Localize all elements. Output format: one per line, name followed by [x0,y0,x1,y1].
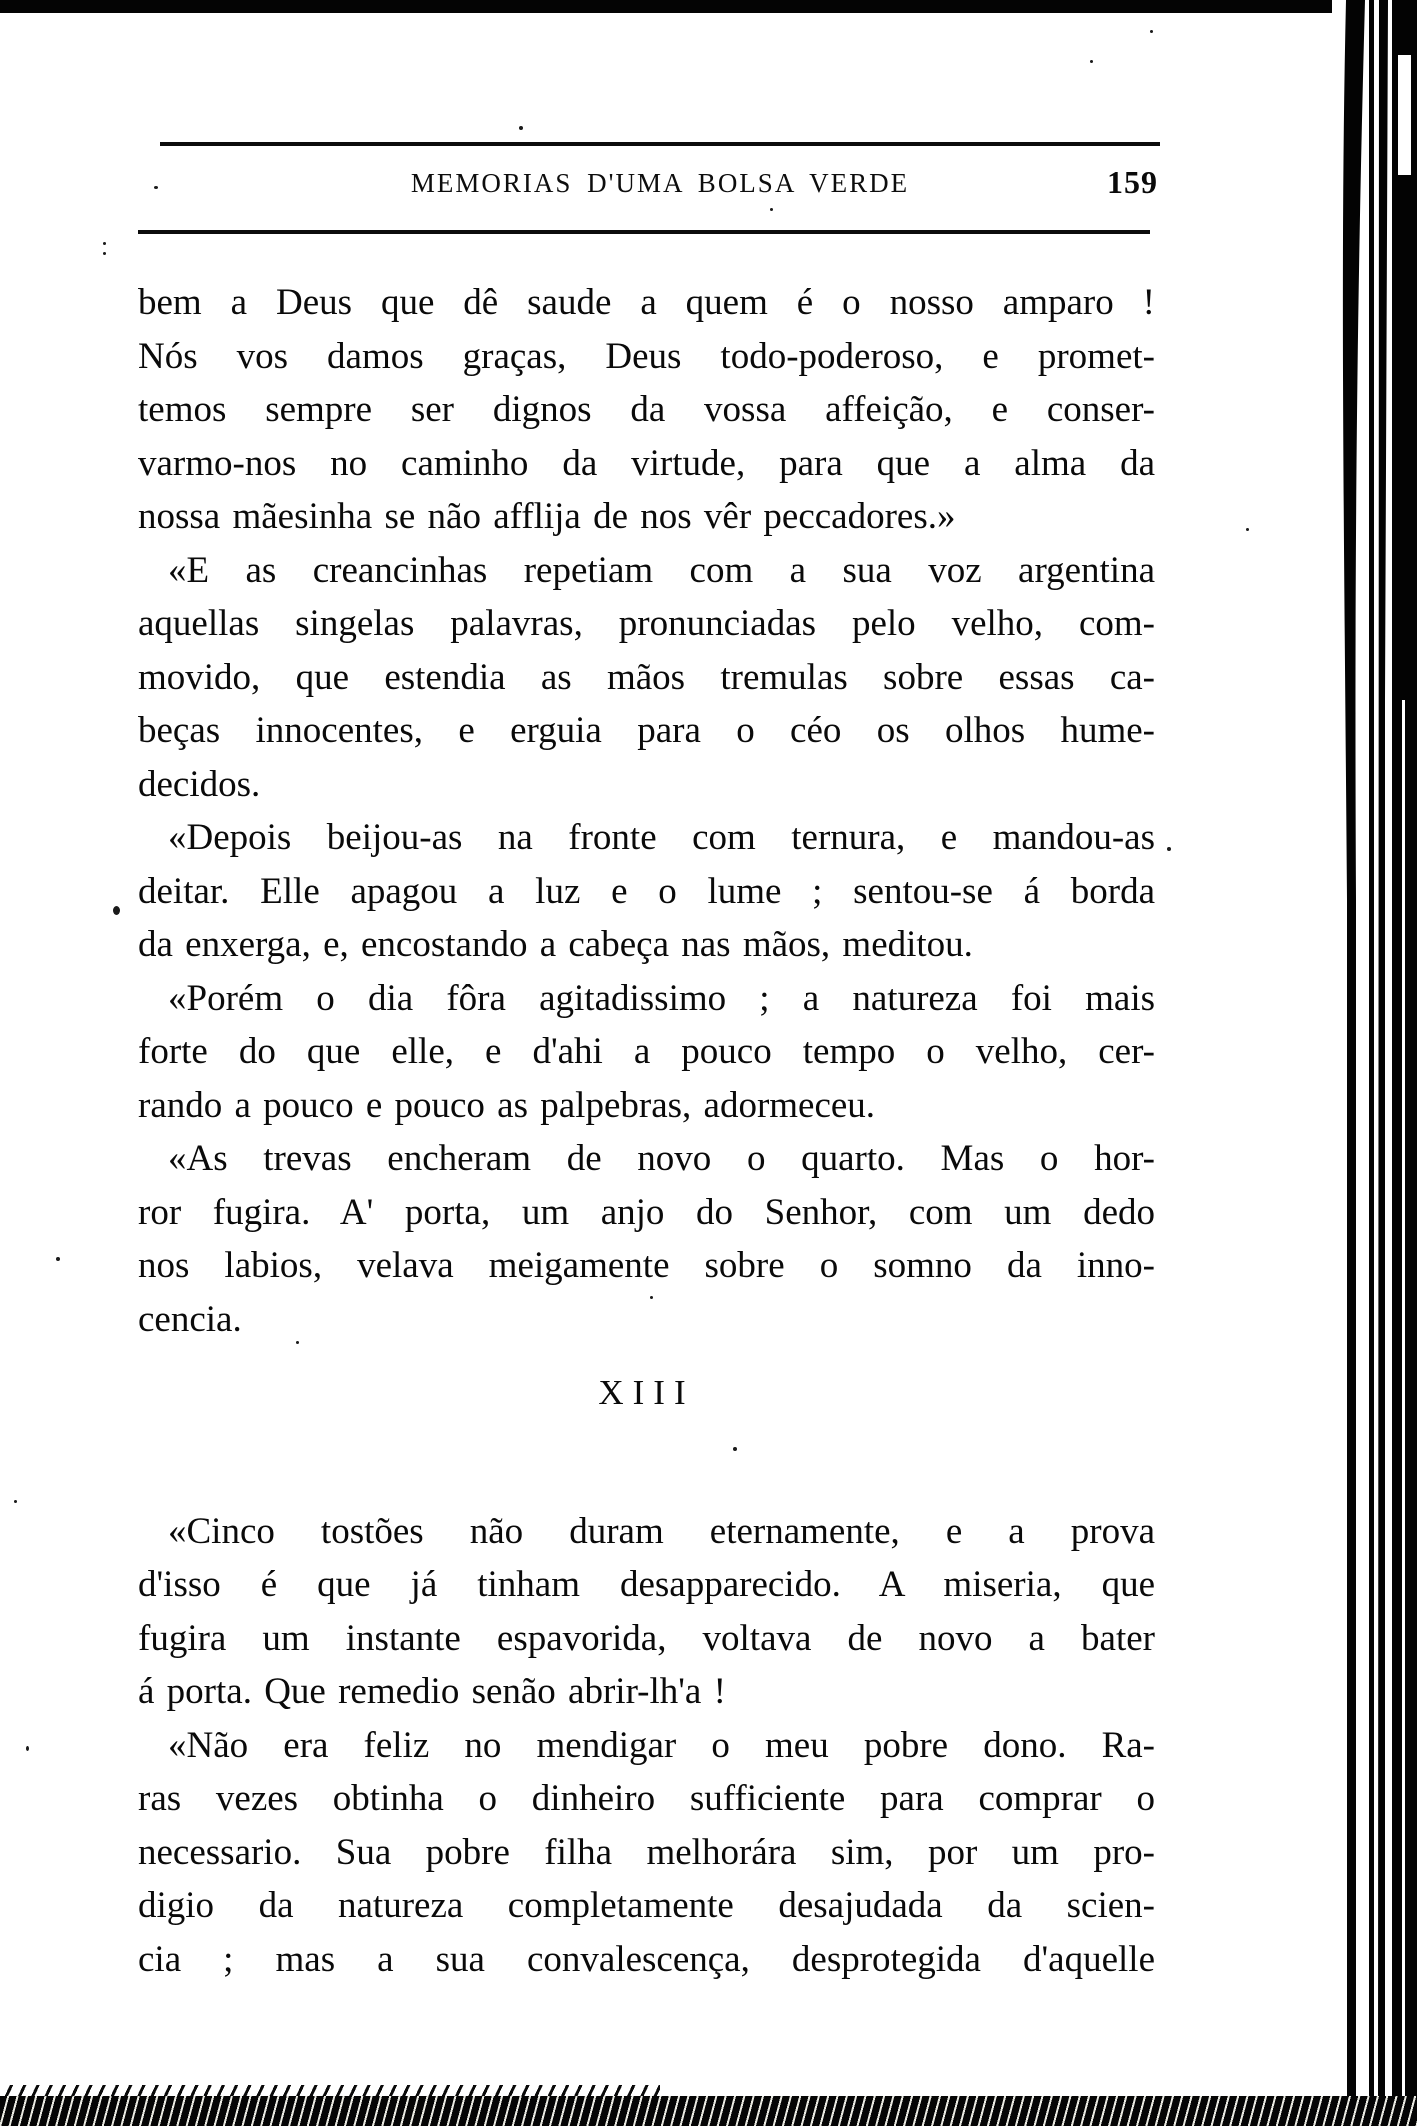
scan-speck [519,126,523,130]
scan-speck [770,208,773,211]
text-line: fugira um instante espavorida, voltava de novo a bater [138,1617,1155,1659]
text-line: á porta. Que remedio senão abrir-lh'a ! [138,1671,726,1712]
scan-speck [1090,60,1093,63]
text-line: cia ; mas a sua convalescença, desprotegida d'aquelle [138,1938,1155,1980]
text-line: «Cinco tostões não duram eternamente, e a prova [168,1510,1155,1552]
text-line: aquellas singelas palavras, pronunciadas pelo velho, com- [138,603,1155,644]
header-title: MEMORIAS D'UMA BOLSA VERDE [410,168,910,198]
text-block-1 [138,276,1155,1346]
scan-speck [154,186,158,189]
scan-speck [56,1257,60,1261]
text-line: movido, que estendia as mãos tremulas sobre essas ca- [138,656,1155,698]
header-rule-bottom [138,230,1150,234]
text-line: ras vezes obtinha o dinheiro sufficiente para comprar o [138,1778,1155,1819]
scan-speck [1150,30,1153,33]
text-line: beças innocentes, e erguia para o céo os olhos hume- [138,710,1155,751]
text-line: «E as creancinhas repetiam com a sua voz argentina [168,549,1155,591]
text-line: d'isso é que já tinham desapparecido. A miseria, que [138,1564,1155,1605]
text-line: varmo-nos no caminho da virtude, para que a alma da [138,442,1155,484]
text-line: «Não era feliz no mendigar o meu pobre dono. Ra- [168,1724,1155,1766]
scan-speck [1167,847,1171,851]
scan-speck [650,1296,653,1299]
body-text [138,276,1155,1986]
text-line: «As trevas encheram de novo o quarto. Mas o hor- [168,1138,1155,1179]
scan-speck [113,906,120,915]
text-line: bem a Deus que dê saude a quem é o nosso amparo ! [138,282,1155,323]
text-block-2 [138,1505,1155,1987]
text-line: nossa mãesinha se não afflija de nos vêr peccadores.» [138,496,956,537]
text-line: rando a pouco e pouco as palpebras, adormeceu. [138,1084,876,1126]
scan-speck [26,1746,29,1751]
top-scan-band [0,0,1417,13]
text-line: da enxerga, e, encostando a cabeça nas mãos, meditou. [138,924,973,965]
scan-speck [14,1500,17,1503]
text-line: Nós vos damos graças, Deus todo-poderoso, e promet- [138,335,1155,377]
text-line: «Depois beijou-as na fronte com ternura, e mandou-as [168,817,1155,858]
text-line: decidos. [138,763,261,805]
scan-speck [733,1447,737,1451]
text-line: necessario. Sua pobre filha melhorára sim, por um pro- [138,1831,1155,1873]
text-line: deitar. Elle apagou a luz e o lume ; sentou-se á borda [138,870,1155,912]
page-number: 159 [1107,164,1158,200]
scan-speck [103,252,106,255]
section-heading: XIII [598,1373,695,1412]
header-rule-top [160,142,1160,146]
bottom-scan-band [0,2096,1417,2126]
text-line: temos sempre ser dignos da vossa affeição, e conser- [138,389,1155,430]
scan-speck [296,1341,299,1344]
text-line: cencia. [138,1298,242,1340]
scan-speck [1246,528,1249,531]
book-gutter-shadow [1332,0,1417,2126]
text-line: «Porém o dia fôra agitadissimo ; a natureza foi mais [168,977,1155,1019]
running-header [160,163,1160,207]
text-line: nos labios, velava meigamente sobre o somno da inno- [138,1245,1155,1286]
text-line: ror fugira. A' porta, um anjo do Senhor, com um dedo [138,1191,1155,1233]
text-line: forte do que elle, e d'ahi a pouco tempo o velho, cer- [138,1031,1155,1072]
scan-speck [103,242,106,245]
text-line: digio da natureza completamente desajudada da scien- [138,1885,1155,1926]
